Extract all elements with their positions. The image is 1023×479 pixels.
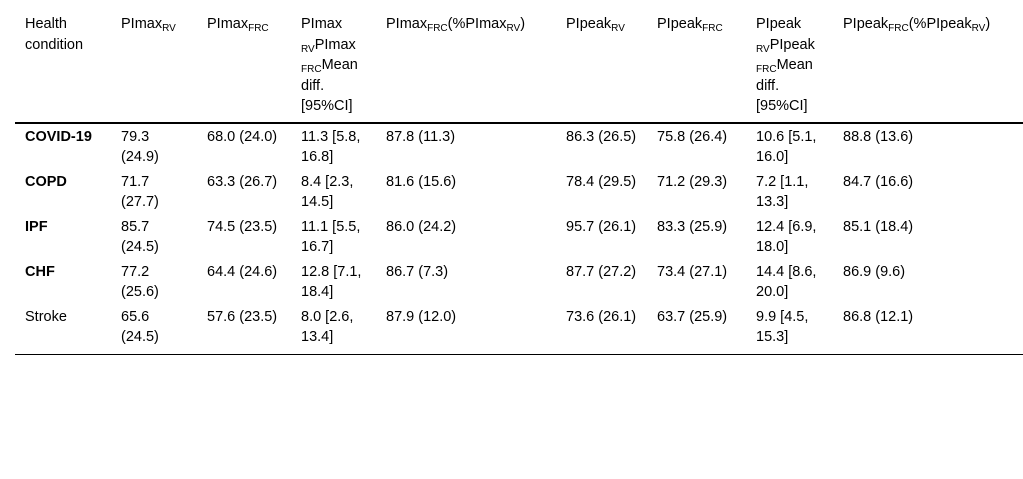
value-cell: 87.7 (27.2) <box>566 263 637 280</box>
value-cell: 73.4 (27.1) <box>657 263 728 280</box>
column-header-8 <box>833 14 1023 123</box>
table-container <box>15 14 1023 355</box>
header-subscript: RV <box>506 23 521 34</box>
column-header-5 <box>556 14 647 123</box>
header-text: PImax <box>121 16 163 32</box>
header-subscript: FRC <box>427 23 448 34</box>
table-row <box>15 123 1023 169</box>
value-cell: 11.3 [5.8, 16.8] <box>301 128 361 165</box>
value-cell: 9.9 [4.5, 15.3] <box>746 304 833 355</box>
header-subscript: FRC <box>888 23 909 34</box>
value-cell: 86.9 (9.6) <box>843 263 906 280</box>
header-text: PIpeak <box>566 16 612 32</box>
column-header-6 <box>647 14 746 123</box>
header-subscript: FRC <box>702 23 723 34</box>
value-cell: 74.5 (23.5) <box>207 218 278 235</box>
value-cell: 71.7 (27.7) <box>121 173 159 210</box>
value-cell: 10.6 [5.1, 16.0] <box>756 128 817 165</box>
header-text: PIpeak <box>769 36 815 53</box>
header-subscript: RV <box>301 43 315 55</box>
header-text: ) <box>520 16 526 32</box>
header-text: Mean diff. [95%CI] <box>756 57 813 114</box>
value-cell: 95.7 (26.1) <box>566 218 637 235</box>
results-table <box>15 14 1023 355</box>
header-subscript: FRC <box>248 23 269 34</box>
value-cell: 85.1 (18.4) <box>843 218 914 235</box>
value-cell: 68.0 (24.0) <box>207 128 278 145</box>
value-cell: 65.6 (24.5) <box>111 304 197 355</box>
value-cell: 77.2 (25.6) <box>121 263 159 300</box>
header-text: PIpeak <box>657 16 703 32</box>
header-subscript: RV <box>756 43 770 55</box>
value-cell: 71.2 (29.3) <box>657 173 728 190</box>
value-cell: 12.8 [7.1, 18.4] <box>301 263 362 300</box>
header-text: PIpeak <box>756 16 802 32</box>
header-subscript: RV <box>162 23 176 34</box>
value-cell: 83.3 (25.9) <box>657 218 728 235</box>
table-row <box>15 169 1023 214</box>
header-text: (%PImax <box>447 16 507 32</box>
column-header-3 <box>291 14 376 123</box>
value-cell: 64.4 (24.6) <box>207 263 278 280</box>
value-cell: 81.6 (15.6) <box>386 173 457 190</box>
value-cell: 86.3 (26.5) <box>566 128 637 145</box>
value-cell: 86.7 (7.3) <box>386 263 449 280</box>
condition-cell: Stroke <box>15 304 111 355</box>
value-cell: 84.7 (16.6) <box>843 173 914 190</box>
value-cell: 11.1 [5.5, 16.7] <box>301 218 361 255</box>
column-header-7 <box>746 14 833 123</box>
value-cell: 63.3 (26.7) <box>207 173 278 190</box>
value-cell: 75.8 (26.4) <box>657 128 728 145</box>
table-row <box>15 259 1023 304</box>
value-cell: 87.8 (11.3) <box>386 128 456 145</box>
header-text: (%PIpeak <box>908 16 972 32</box>
value-cell: 73.6 (26.1) <box>556 304 647 355</box>
value-cell: 12.4 [6.9, 18.0] <box>756 218 817 255</box>
header-text: PImax <box>386 16 428 32</box>
table-row <box>15 214 1023 259</box>
value-cell: 63.7 (25.9) <box>647 304 746 355</box>
header-text: PImax <box>301 16 343 32</box>
value-cell: 79.3 (24.9) <box>121 128 159 165</box>
value-cell: 14.4 [8.6, 20.0] <box>756 263 817 300</box>
header-row <box>15 14 1023 123</box>
header-text: Health condition <box>25 16 84 53</box>
value-cell: 78.4 (29.5) <box>566 173 637 190</box>
condition-cell: COVID-19 <box>25 128 92 145</box>
header-subscript: RV <box>971 23 986 34</box>
column-header-4 <box>376 14 556 123</box>
value-cell: 86.0 (24.2) <box>386 218 457 235</box>
value-cell: 8.4 [2.3, 14.5] <box>301 173 354 210</box>
column-header-1 <box>111 14 197 123</box>
column-header-2 <box>197 14 291 123</box>
header-text: PImax <box>207 16 249 32</box>
table-row <box>15 304 1023 355</box>
value-cell: 88.8 (13.6) <box>843 128 914 145</box>
value-cell: 8.0 [2.6, 13.4] <box>291 304 376 355</box>
header-subscript: RV <box>611 23 625 34</box>
column-header-0 <box>15 14 111 123</box>
value-cell: 86.8 (12.1) <box>833 304 1023 355</box>
value-cell: 57.6 (23.5) <box>197 304 291 355</box>
value-cell: 87.9 (12.0) <box>376 304 556 355</box>
condition-cell: IPF <box>25 218 48 235</box>
header-subscript: FRC <box>756 64 777 75</box>
condition-cell: CHF <box>25 263 55 280</box>
header-text: PIpeak <box>843 16 889 32</box>
header-subscript: FRC <box>301 64 322 75</box>
value-cell: 7.2 [1.1, 13.3] <box>756 173 809 210</box>
table-body <box>15 123 1023 355</box>
header-text: Mean diff. [95%CI] <box>301 57 358 114</box>
value-cell: 85.7 (24.5) <box>121 218 159 255</box>
header-text: PImax <box>314 36 356 53</box>
condition-cell: COPD <box>25 173 67 190</box>
header-text: ) <box>985 16 991 32</box>
